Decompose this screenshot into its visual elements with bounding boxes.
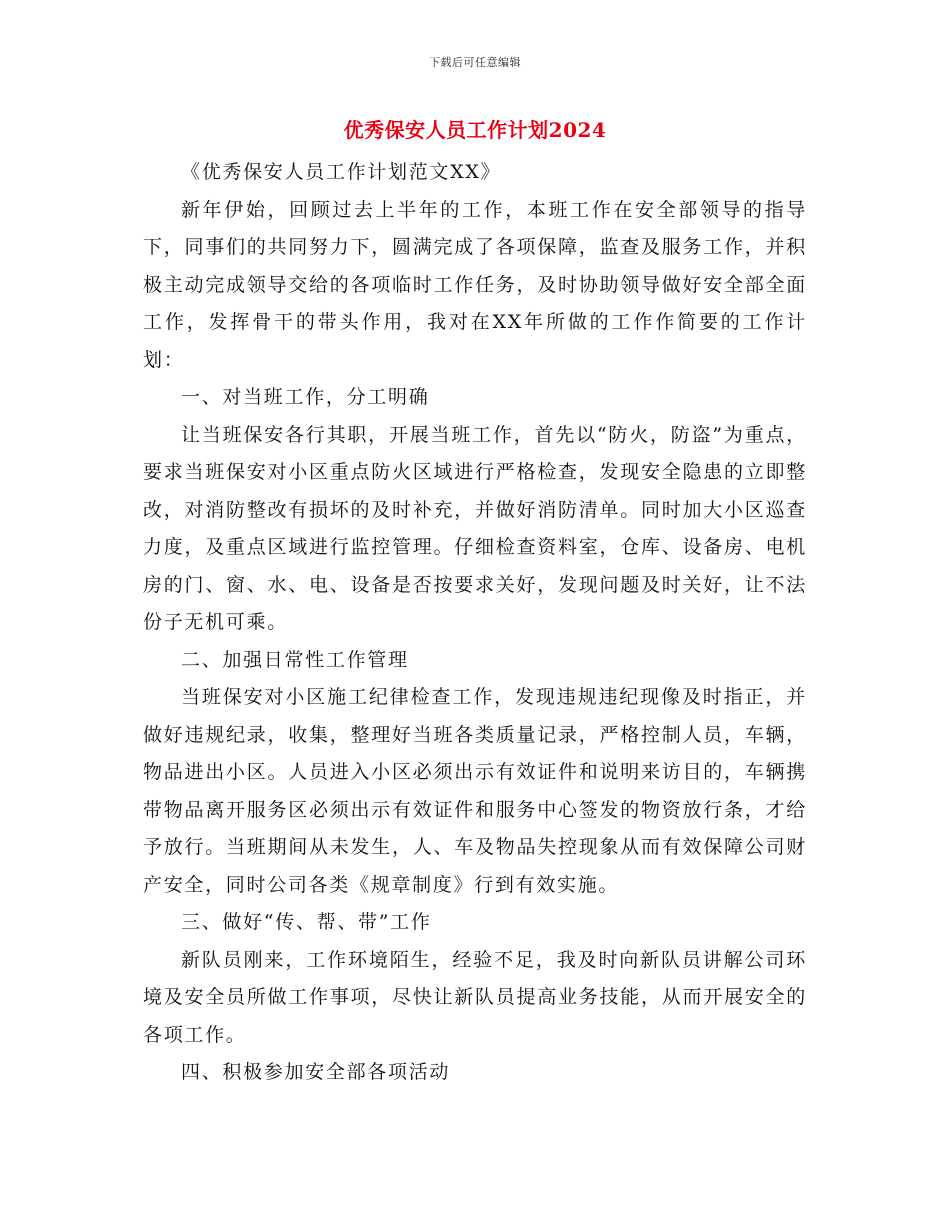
section-heading-3: 三、做好“传、帮、带”工作 <box>181 911 432 933</box>
document-body <box>143 154 807 1092</box>
section-heading-4: 四、积极参加安全部各项活动 <box>181 1061 451 1083</box>
document-title: 优秀保安人员工作计划2024 <box>343 118 607 142</box>
paragraph-subtitle: 《优秀保安人员工作计划范文XX》 <box>181 161 502 183</box>
paragraph-section-3: 新队员刚来，工作环境陌生，经验不足，我及时向新队员讲解公司环境及安全员所做工作事项，尽快让新队员提高业务技能，从而开展安全的各项工作。 <box>143 948 807 1046</box>
section-heading-2: 二、加强日常性工作管理 <box>181 648 409 671</box>
section-heading-1: 一、对当班工作，分工明确 <box>181 386 430 408</box>
page-header: 下载后可任意编辑 <box>429 56 521 69</box>
paragraph-section-1: 让当班保安各行其职，开展当班工作，首先以“防火，防盗”为重点，要求当班保安对小区重点防火区域进行严格检查，发现安全隐患的立即整改，对消防整改有损坏的及时补充，并做好消防清单。同时加大小区巡查力度，及重点区域进行监控管理。仔细检查资料室，仓库、设备房、电机房的门、窗、水、电、设备是否按要求关好，发现问题及时关好，让不法份子无机可乘。 <box>143 423 807 633</box>
paragraph-section-2: 当班保安对小区施工纪律检查工作，发现违规违纪现像及时指正，并做好违规纪录，收集，整理好当班各类质量记录，严格控制人员，车辆，物品进出小区。人员进入小区必须出示有效证件和说明来访目的，车辆携带物品离开服务区必须出示有效证件和服务中心签发的物资放行条，才给予放行。当班期间从未发生，人、车及物品失控现象从而有效保障公司财产安全，同时公司各类《规章制度》行到有效实施。 <box>143 686 807 896</box>
paragraph-intro: 新年伊始，回顾过去上半年的工作，本班工作在安全部领导的指导下，同事们的共同努力下，圆满完成了各项保障，监查及服务工作，并积极主动完成领导交给的各项临时工作任务，及时协助领导做好安全部全面工作，发挥骨干的带头作用，我对在XX年所做的工作作简要的工作计划： <box>143 198 807 371</box>
